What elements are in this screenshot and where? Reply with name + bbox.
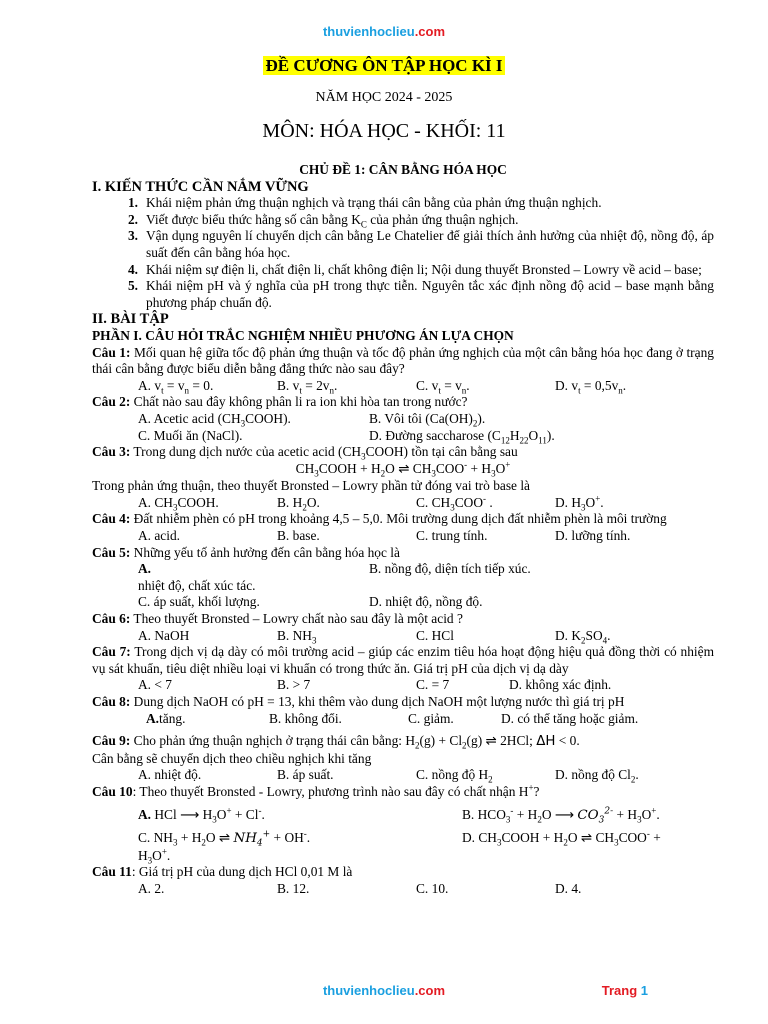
option[interactable]: C. $v_t = v_n$. <box>416 377 470 396</box>
question-2: Câu 2: Chất nào sau đây không phân li ra ion khi hòa tan trong nước? <box>92 394 468 410</box>
option[interactable]: A. HCl ⟶ $H_3O^+ + Cl^-$. <box>138 805 265 825</box>
option[interactable]: C. $NH_3 + H_2O$ ⇌ $NH_4^+ + OH^-$. <box>138 828 311 849</box>
option[interactable]: A. Acetic acid $(CH_3COOH)$. <box>138 410 291 429</box>
question-3-options <box>92 495 714 512</box>
option[interactable]: C. giảm. <box>408 710 454 726</box>
option[interactable]: D. $CH_3COOH + H_2O$ ⇌ $CH_3COO^-$ + <box>462 828 661 848</box>
question-1-options <box>92 378 714 395</box>
option[interactable]: D. 4. <box>555 880 582 896</box>
option[interactable]: A. 2. <box>138 880 165 896</box>
question-8: Câu 8: Dung dịch NaOH có pH = 13, khi thêm vào dung dịch NaOH một lượng nước thì giá trị pH <box>92 694 625 709</box>
question-3-line2: Trong phản ứng thuận, theo thuyết Bronsted – Lowry phần tử đóng vai trò base là <box>92 478 530 494</box>
question-10-option-d-continued: $H_3O^+$. <box>138 846 171 866</box>
option[interactable]: D. có thể tăng hoặc giảm. <box>501 710 639 726</box>
question-5-options-row1 <box>92 561 714 594</box>
question-10: Câu 10: Theo thuyết Bronsted - Lowry, phương trình nào sau đây có chất nhận H+? <box>92 782 540 799</box>
equilibrium-arrow-icon: ⇌ <box>218 831 231 847</box>
question-5-options-row2 <box>92 594 714 611</box>
equilibrium-arrow-icon: ⇌ <box>485 734 497 750</box>
list-item: 3. Vận dụng nguyên lí chuyển dịch cân bằng Le Chatelier để giải thích ảnh hưởng của nhiệt độ, nồng độ, áp suất đến cân bằng hóa học. <box>127 228 714 260</box>
question-9: Câu 9: Cho phản ứng thuận nghịch ở trạng thái cân bằng: $H_2(g) + Cl_2(g)$ ⇌ 2HCl; ΔH < 0. <box>92 733 580 751</box>
option[interactable]: C. trung tính. <box>416 528 488 544</box>
question-1: Câu 1: Mối quan hệ giữa tốc độ phản ứng thuận và tốc độ phản ứng nghịch của một cân bằng hóa học đang ở trạng thái cân bằng được biểu diễn bằng đẳng thức nào sau đây? <box>92 344 714 377</box>
question-4-options <box>92 528 714 545</box>
part1-heading: PHẦN I. CÂU HỎI TRẮC NGHIỆM NHIỀU PHƯƠNG ÁN LỰA CHỌN <box>92 327 514 343</box>
option[interactable]: D. $K_2SO_4$. <box>555 627 611 646</box>
list-item: 5. Khái niệm pH và ý nghĩa của pH trong thực tiễn. Nguyên tắc xác định nồng độ acid – base mạnh bằng phương pháp chuẩn độ. <box>127 278 714 310</box>
option[interactable]: D. lưỡng tính. <box>555 528 631 544</box>
question-7-options <box>92 677 714 694</box>
option[interactable]: A. NaOH <box>138 627 190 643</box>
header-site[interactable] <box>0 24 768 39</box>
question-2-options-row1 <box>92 411 714 428</box>
question-10-options-row2 <box>92 830 714 848</box>
question-9-line2: Cân bằng sẽ chuyển dịch theo chiều nghịch khi tăng <box>92 750 372 766</box>
section1-heading: I. KIẾN THỨC CẦN NẮM VỮNG <box>92 178 309 195</box>
option[interactable]: D. nồng độ $Cl_2$. <box>555 767 639 786</box>
question-11-options <box>92 881 714 898</box>
list-item-2-text: Viết được biểu thức hằng số cân bằng $K_C$ của phản ứng thuận nghịch. <box>146 211 519 230</box>
question-10-options-row1 <box>92 807 714 825</box>
option[interactable]: B. $NH_3$ <box>277 627 317 646</box>
option[interactable]: A.nhiệt độ, chất xúc tác. <box>138 561 256 593</box>
option[interactable]: D. không xác định. <box>509 677 612 693</box>
option[interactable]: A. $v_t = v_n = 0$. <box>138 377 214 396</box>
equilibrium-arrow-icon: ⇌ <box>580 831 593 847</box>
header-site-tld: .com <box>414 24 446 39</box>
equilibrium-arrow-icon: ⇌ <box>398 461 410 477</box>
school-year: NĂM HỌC 2024 - 2025 <box>315 90 453 105</box>
option[interactable]: A.tăng. <box>146 710 186 726</box>
option[interactable]: C. $CH_3COO^-$ . <box>416 493 493 513</box>
question-5: Câu 5: Những yếu tố ảnh hưởng đến cân bằng hóa học là <box>92 544 400 560</box>
option[interactable]: B. không đổi. <box>269 710 342 726</box>
section2-heading: II. BÀI TẬP <box>92 311 169 328</box>
option[interactable]: B. 12. <box>277 880 310 896</box>
option[interactable]: B. $v_t = 2v_n$. <box>277 377 338 396</box>
document-body <box>92 162 714 898</box>
option[interactable]: C. 10. <box>416 880 449 896</box>
option[interactable]: C. áp suất, khối lượng. <box>138 594 260 610</box>
option[interactable]: B. $HCO_3^- + H_2O$ ⟶ $CO_3^{2-} + H_3O^+$. <box>462 805 660 826</box>
topic-heading: CHỦ ĐỀ 1: CÂN BẰNG HÓA HỌC <box>299 162 507 177</box>
option[interactable]: C. HCl <box>416 627 454 643</box>
option[interactable]: D. $H_3O^+$. <box>555 493 604 513</box>
option[interactable]: C. Muối ăn (NaCl). <box>138 427 243 443</box>
footer-site[interactable]: thuvienhoclieu.com <box>322 983 446 998</box>
question-8-options <box>92 711 714 728</box>
option[interactable]: B. Vôi tôi $(Ca(OH)_2)$. <box>369 410 486 429</box>
list-item: 4. Khái niệm sự điện li, chất điện li, chất không điện li; Nội dung thuyết Bronsted – Lowry về acid – base; <box>127 261 702 277</box>
option[interactable]: A. < 7 <box>138 677 172 693</box>
arrow-right-icon: ⟶ <box>554 807 575 823</box>
question-6: Câu 6: Theo thuyết Bronsted – Lowry chất nào sau đây là một acid ? <box>92 611 463 627</box>
option[interactable]: B. áp suất. <box>277 767 334 783</box>
option[interactable]: B. > 7 <box>277 677 311 693</box>
question-7: Câu 7: Trong dịch vị dạ dày có môi trường acid – giúp các enzim tiêu hóa hoạt động hiệu quả đồng thời có nhiệm vụ sát khuẩn, tiêu diệt nhiều loại vi khuẩn có trong thức ăn. Giá trị pH của dịch vị dạ dày <box>92 644 714 676</box>
question-6-options <box>92 628 714 645</box>
question-11: Câu 11: Giá trị pH của dung dịch HCl 0,01 M là <box>92 864 353 880</box>
page-number: Trang 1 <box>601 983 648 998</box>
option[interactable]: D. nhiệt độ, nồng độ. <box>369 594 483 610</box>
question-9-options <box>92 767 714 784</box>
subject-line: MÔN: HÓA HỌC - KHỐI: 11 <box>262 120 506 142</box>
option[interactable]: D. $v_t = 0,5v_n$. <box>555 377 627 396</box>
list-item: 2. Viết được biểu thức hằng số cân bằng $K_C$ của phản ứng thuận nghịch. <box>92 212 714 229</box>
option[interactable]: A. $CH_3COOH$. <box>138 494 219 513</box>
list-item: 1. Khái niệm phản ứng thuận nghịch và trạng thái cân bằng của phản ứng thuận nghịch. <box>127 195 602 211</box>
option[interactable]: B. $H_2O$. <box>277 494 320 513</box>
option[interactable]: A. acid. <box>138 528 181 544</box>
option[interactable]: D. Đường saccharose $(C_{12}H_{22}O_{11})$. <box>369 427 555 446</box>
arrow-right-icon: ⟶ <box>180 807 200 823</box>
question-3: Câu 3: Trong dung dịch nước của acetic acid $(CH_3COOH)$ tồn tại cân bằng sau <box>92 444 518 462</box>
option[interactable]: A. nhiệt độ. <box>138 767 202 783</box>
question-4: Câu 4: Đất nhiễm phèn có pH trong khoảng 4,5 – 5,0. Môi trường dung dịch đất nhiễm phèn là môi trường <box>92 511 667 527</box>
option[interactable]: B. nồng độ, diện tích tiếp xúc. <box>369 561 531 577</box>
option[interactable]: C. nồng độ $H_2$ <box>416 767 493 786</box>
header-site-name: thuvienhoclieu <box>322 24 415 39</box>
knowledge-list <box>92 195 714 311</box>
option[interactable]: C. = 7 <box>416 677 450 693</box>
question-2-options-row2 <box>92 428 714 445</box>
equation-3: $CH_3COOH + H_2O$ ⇌ $CH_3COO^- + H_3O^+$ <box>295 459 511 479</box>
option[interactable]: B. base. <box>277 528 320 544</box>
document-title: ĐỀ CƯƠNG ÔN TẬP HỌC KÌ I <box>265 56 503 75</box>
